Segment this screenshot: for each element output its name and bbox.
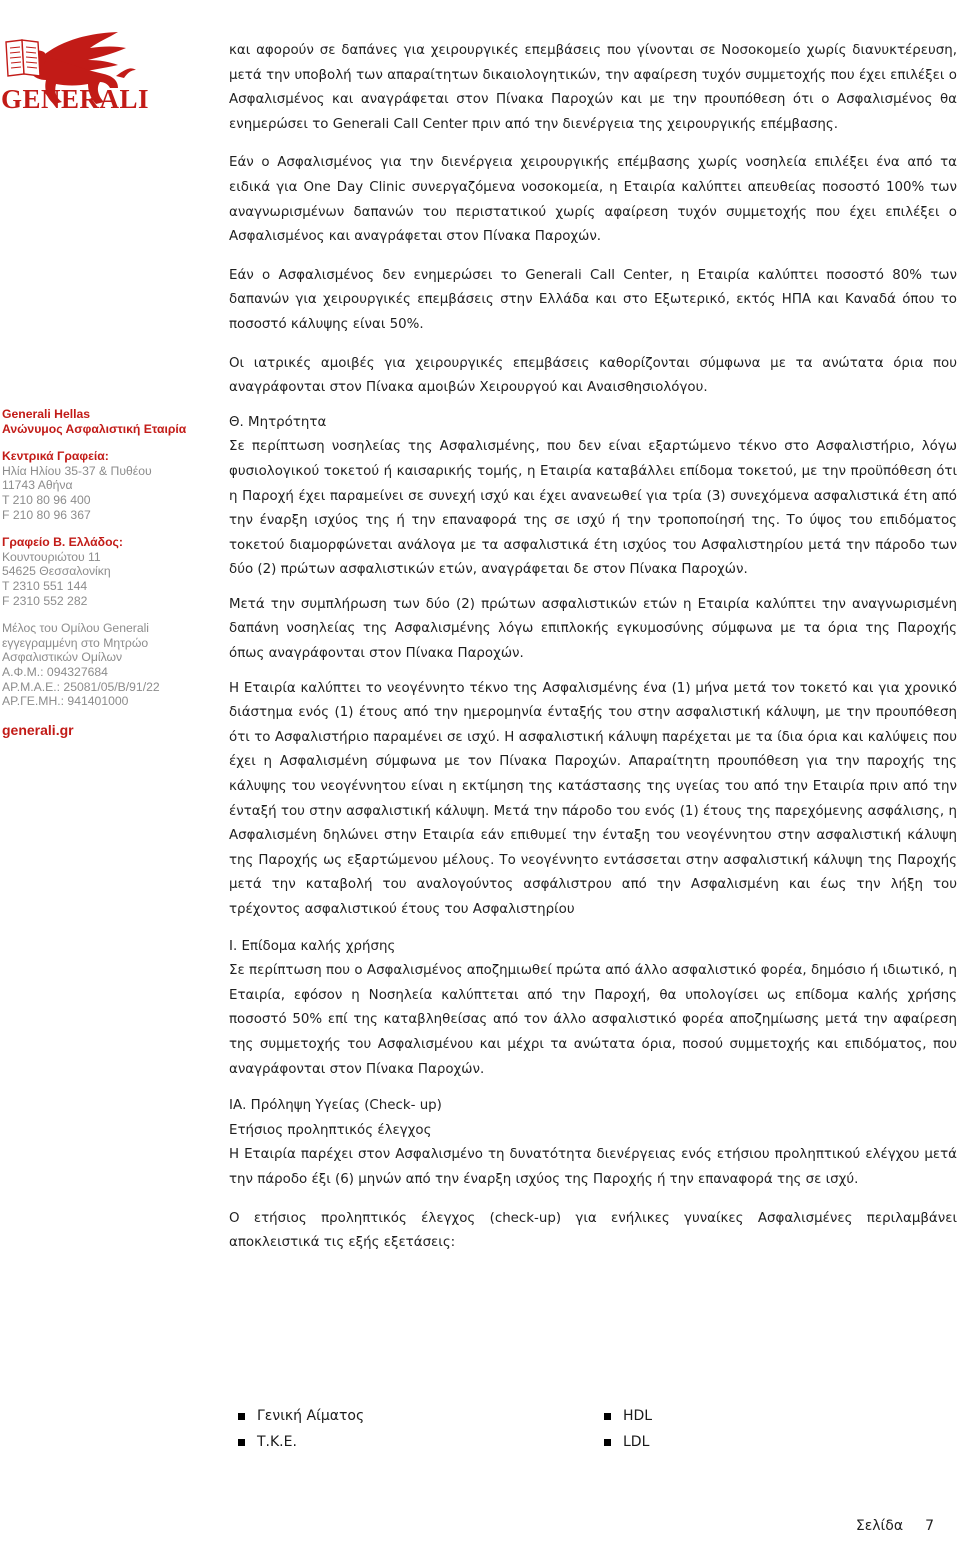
hq-city: 11743 Αθήνα bbox=[2, 478, 73, 493]
test-name: Τ.Κ.Ε. bbox=[257, 1434, 297, 1450]
company-type: Ανώνυμος Ασφαλιστική Εταιρία bbox=[2, 421, 187, 436]
paragraph-surgery-no-stay: και αφορούν σε δαπάνες για χειρουργικές επεμβάσεις που γίνονται σε Νοσοκομείο χωρίς διανυκτέρευση, μετά την υποβολή των απαραίτητων δικαιολογητικών, την αφαίρεση τυχόν συμμετοχής που έχει επιλέξει ο Ασφαλισμένος και αναγράφεται στον Πίνακα Παροχών και με την προυπόθεση ότι ο Ασφαλισμένος θα ενημερώσει το Generali Call Center πριν από την διενέργεια της χειρουργικής επέμβασης. bbox=[229, 43, 957, 132]
list-item bbox=[238, 1403, 438, 1429]
section-heading-maternity: Θ. Μητρότητα bbox=[229, 414, 327, 430]
main-content bbox=[229, 39, 957, 1256]
north-office-city: 54625 Θεσσαλονίκη bbox=[2, 564, 111, 579]
hq-fax: F 210 80 96 367 bbox=[2, 507, 91, 522]
tests-column-2 bbox=[604, 1403, 804, 1455]
tax-id: Α.Φ.Μ.: 094327684 bbox=[2, 664, 108, 679]
north-office-fax: F 2310 552 282 bbox=[2, 593, 88, 608]
hq-title: Κεντρικά Γραφεία: bbox=[2, 449, 109, 464]
list-item bbox=[604, 1429, 804, 1455]
page-number: 7 bbox=[925, 1518, 934, 1534]
paragraph-pregnancy-complication: Μετά την συμπλήρωση των δύο (2) πρώτων ασφαλιστικών ετών η Εταιρία καλύπτει την αναγνωρισμένη δαπάνη νοσηλείας της Ασφαλισμένης λόγω επιπλοκής εγκυμοσύνης σύμφωνα με τα όρια της Παροχής όπως αναγράφονται στον Πίνακα Παροχών. bbox=[229, 596, 957, 662]
test-name: HDL bbox=[623, 1408, 653, 1424]
gemi-number: ΑΡ.ΓΕ.ΜΗ.: 941401000 bbox=[2, 694, 129, 709]
bullet-square-icon bbox=[238, 1413, 245, 1420]
paragraph-annual-checkup: Η Εταιρία παρέχει στον Ασφαλισμένο τη δυνατότητα διενέργειας ενός ετήσιου προληπτικού ελέγχου μετά την πάροδο έξι (6) μηνών από την έναρξη ισχύος της Παροχής ή την επαναφορά της σε ισχύ. bbox=[229, 1147, 957, 1187]
list-item bbox=[238, 1429, 438, 1455]
page-label: Σελίδα bbox=[855, 1518, 904, 1534]
paragraph-checkup-tests: Ο ετήσιος προληπτικός έλεγχος (check-up) για ενήλικες γυναίκες Ασφαλισμένες περιλαμβάνει αποκλειστικά τις εξής εξετάσεις: bbox=[229, 1210, 957, 1251]
north-office-phone: T 2310 551 144 bbox=[2, 578, 88, 593]
list-item bbox=[604, 1403, 804, 1429]
paragraph-surgeon-fees: Οι ιατρικές αμοιβές για χειρουργικές επεμβάσεις καθορίζονται σύμφωνα με τα ανώτατα όρια που αναγράφονται στον Πίνακα αμοιβών Χειρουργού και Αναισθησιολόγου. bbox=[229, 355, 957, 396]
member-line-1: Μέλος του Ομίλου Generali bbox=[2, 621, 150, 636]
north-office-title: Γραφείο Β. Ελλάδος: bbox=[2, 535, 123, 550]
tests-column-1 bbox=[238, 1403, 438, 1455]
generali-wordmark: GENERALI bbox=[1, 84, 150, 114]
bullet-square-icon bbox=[604, 1439, 611, 1446]
company-name: Generali Hellas bbox=[2, 407, 91, 421]
paragraph-one-day-clinic: Εάν ο Ασφαλισμένος για την διενέργεια χειρουργικής επέμβασης χωρίς νοσηλεία επιλέξει ένα από τα ειδικά για One Day Clinic συνεργαζόμενα νοσοκομεία, η Εταιρία καλύπτει απευθείας ποσοστό 100% των αναγνωρισμένων δαπανών του περιστατικού χωρίς αφαίρεση τυχόν συμμετοχής που έχει επιλέξει ο Ασφαλισμένος και αναγράφεται στον Πίνακα Παροχών. bbox=[229, 155, 957, 245]
test-name: LDL bbox=[623, 1434, 650, 1450]
subheading-annual-checkup: Ετήσιος προληπτικός έλεγχος bbox=[229, 1122, 432, 1138]
hq-address: Ηλία Ηλίου 35-37 & Πυθέου bbox=[2, 463, 152, 478]
paragraph-call-center: Εάν ο Ασφαλισμένος δεν ενημερώσει το Generali Call Center, η Εταιρία καλύπτει ποσοστό 80% των δαπανών για χειρουργικές επεμβάσεις στην Ελλάδα και στο Εξωτερικό, εκτός ΗΠΑ και Καναδά όπου το ποσοστό κάλυψης είναι 50%. bbox=[229, 267, 957, 332]
sidebar-contact-info bbox=[2, 407, 202, 737]
website-link[interactable]: generali.gr bbox=[2, 721, 74, 738]
bullet-square-icon bbox=[238, 1439, 245, 1446]
registry-number: ΑΡ.Μ.Α.Ε.: 25081/05/Β/91/22 bbox=[2, 679, 160, 694]
paragraph-good-use-benefit: Σε περίπτωση που ο Ασφαλισμένος αποζημιωθεί πρώτα από άλλο ασφαλιστικό φορέα, δημόσιο ή ιδιωτικό, η Εταιρία, εφόσον η Νοσηλεία καλύπτεται από την Παροχή, θα υπολογίσει ως επίδομα καλής χρήσης ποσοστό 50% επί της καταβληθείσας από τον άλλο ασφαλιστικό φορέα αποζημίωσης μετά την αφαίρεση της συμμετοχής του Ασφαλισμένου και μέχρι τα ανώτατα όρια, ποσού συμμετοχής και επιδόματος, που αναγράφονται στον Πίνακα Παροχών. bbox=[229, 963, 957, 1077]
test-name: Γενική Αίματος bbox=[257, 1408, 365, 1424]
page-footer bbox=[856, 1518, 934, 1534]
paragraph-newborn-coverage: Η Εταιρία καλύπτει το νεογέννητο τέκνο της Ασφαλισμένης ένα (1) μήνα μετά τον τοκετό και για χρονικό διάστημα ενός (1) έτους από την ημερομηνία ένταξής του στην ασφαλιστική κάλυψη, με την προυπόθεση ότι το Ασφαλιστήριο παραμένει σε ισχύ. Η ασφαλιστική κάλυψη παρέχεται με τα ίδια όρια και καλύψεις που έχει η Ασφαλισμένη σύμφωνα με τον Πίνακα Παροχών. Απαραίτητη προυπόθεση για την παροχής της κάλυψης του νεογέννητου είναι η εκτίμηση της κατάστασης της υγείας του από την Εταιρία πριν από την ένταξή του στην ασφαλιστική κάλυψη. Μετά την πάροδο του ενός (1) έτους της παρεχόμενης ασφάλισης, η Ασφαλισμένη δηλώνει στην Εταιρία εάν επιθυμεί την ένταξη του νεογέννητου στην ασφαλιστική κάλυψη της Παροχής ως εξαρτώμενου μέλους. Το νεογέννητο εντάσσεται στην ασφαλιστική κάλυψη της Παροχής μετά την καταβολή του αναλογούντος ασφάλιστρου από την Ασφαλισμένη και έως την λήξη του τρέχοντος ασφαλιστικού έτους του Ασφαλιστηρίου bbox=[229, 680, 957, 917]
paragraph-maternity-benefit: Σε περίπτωση νοσηλείας της Ασφαλισμένης, που δεν είναι εξαρτώμενο τέκνο στο Ασφαλιστήριο, λόγω φυσιολογικού τοκετού ή καισαρικής τομής, η Εταιρία καταβάλλει επίδομα τοκετού, με την προϋπόθεση ότι η Παροχή έχει παραμείνει σε συνεχή ισχύ και έχει ανανεωθεί για τρία (3) συνεχόμενα ασφαλιστικά έτη από την έναρξη ισχύος της ή την επαναφορά της σε ισχύ ή την τροποποίησή της. Το ύψος του επιδόματος τοκετού διαμορφώνεται ανάλογα με τα ασφαλιστικά έτη ισχύος του Ασφαλιστηρίου μετά την πάροδο των δύο (2) πρώτων ασφαλιστικών ετών, αναγράφεται δε στον Πίνακα Παροχών. bbox=[229, 439, 957, 578]
member-line-2: εγγεγραμμένη στο Μητρώο bbox=[2, 635, 149, 650]
section-heading-checkup: ΙΑ. Πρόληψη Υγείας (Check- up) bbox=[229, 1098, 442, 1114]
north-office-address: Κουντουριώτου 11 bbox=[2, 549, 101, 564]
bullet-square-icon bbox=[604, 1413, 611, 1420]
section-heading-good-use: Ι. Επίδομα καλής χρήσης bbox=[229, 938, 396, 954]
member-line-3: Ασφαλιστικών Ομίλων bbox=[2, 650, 123, 665]
hq-phone: T 210 80 96 400 bbox=[2, 492, 91, 507]
